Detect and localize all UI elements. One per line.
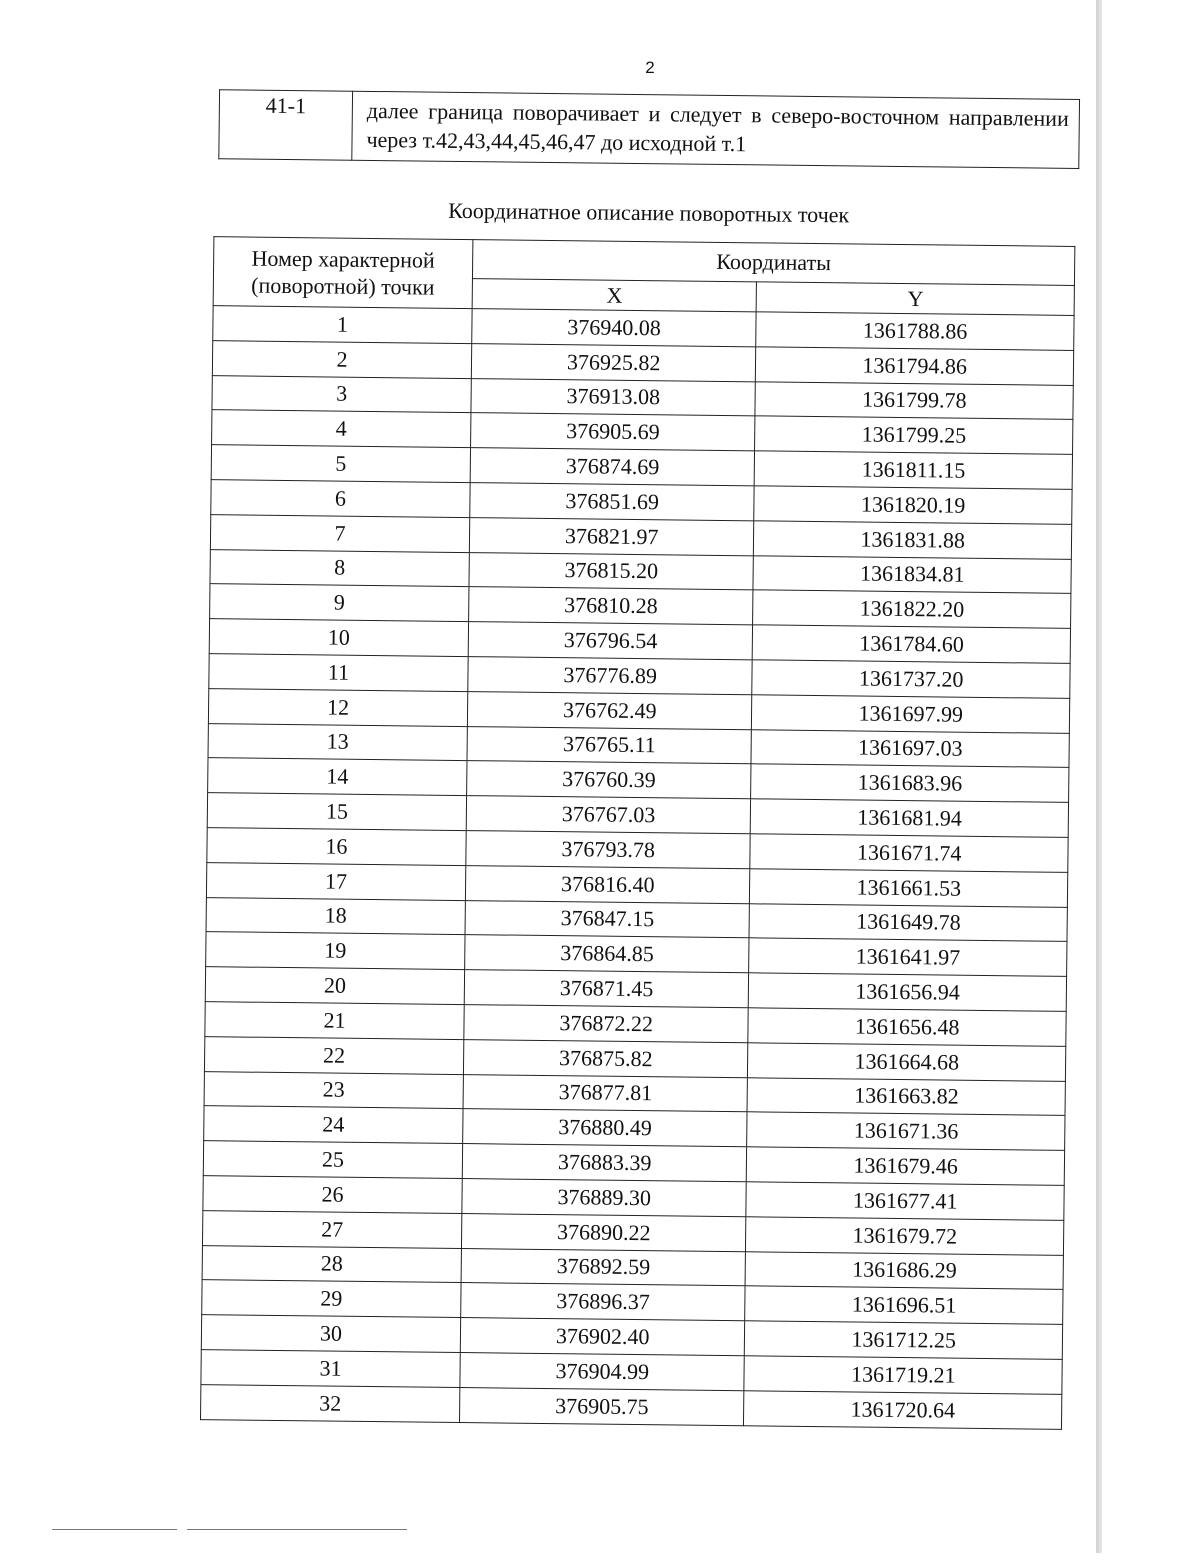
x-coordinate-cell: 376925.82 [471,343,756,381]
y-coordinate-cell: 1361696.51 [745,1286,1063,1324]
x-coordinate-cell: 376913.08 [471,378,756,416]
point-number-cell: 22 [204,1036,463,1074]
point-number-cell: 15 [207,793,466,831]
y-coordinate-cell: 1361720.64 [744,1390,1062,1428]
point-number-cell: 8 [210,549,469,587]
coordinates-body [201,306,1075,1429]
point-number-cell: 4 [212,410,471,448]
point-number-cell: 20 [205,967,464,1005]
y-coordinate-cell: 1361671.36 [747,1112,1065,1150]
x-coordinate-cell: 376776.89 [468,657,753,695]
x-coordinate-cell: 376889.30 [462,1178,747,1216]
header-row [213,237,1074,286]
point-number-cell: 21 [205,1002,464,1040]
point-number-cell: 32 [201,1384,460,1422]
y-coordinate-cell: 1361788.86 [756,312,1074,350]
y-coordinate-cell: 1361649.78 [749,903,1067,941]
y-coordinate-cell: 1361686.29 [745,1251,1063,1289]
y-coordinate-cell: 1361834.81 [753,555,1071,593]
section-title: Координатное описание поворотных точек [448,197,850,228]
y-coordinate-cell: 1361664.68 [748,1043,1066,1081]
y-coordinate-cell: 1361822.20 [753,590,1071,628]
point-number-cell: 26 [203,1176,462,1214]
boundary-description-table [218,89,1080,169]
y-coordinate-cell: 1361661.53 [750,869,1068,907]
point-number-cell: 11 [209,654,468,692]
x-coordinate-cell: 376765.11 [467,726,752,764]
coordinates-header: Координаты [472,240,1074,286]
y-coordinate-cell: 1361799.78 [755,381,1073,419]
point-number-cell: 5 [211,445,470,483]
y-coordinate-cell: 1361677.41 [746,1182,1064,1220]
point-number-cell: 24 [204,1106,463,1144]
point-number-cell: 10 [209,619,468,657]
x-coordinate-cell: 376847.15 [465,900,750,938]
x-coordinate-cell: 376880.49 [463,1109,748,1147]
point-number-cell: 16 [207,828,466,866]
x-coordinate-cell: 376821.97 [469,517,754,555]
point-number-cell: 13 [208,723,467,761]
point-number-cell: 19 [206,932,465,970]
y-coordinate-cell: 1361719.21 [744,1356,1062,1394]
x-coordinate-cell: 376902.40 [460,1318,745,1356]
y-coordinate-cell: 1361683.96 [751,764,1069,802]
x-coordinate-cell: 376905.69 [471,413,756,451]
point-number-cell: 25 [203,1141,462,1179]
point-number-cell: 27 [202,1210,461,1248]
x-coordinate-cell: 376883.39 [462,1144,747,1182]
x-coordinate-cell: 376896.37 [461,1283,746,1321]
x-header: X [472,279,757,312]
x-coordinate-cell: 376851.69 [470,483,755,521]
point-number-cell: 12 [208,688,467,726]
x-coordinate-cell: 376760.39 [467,761,752,799]
y-coordinate-cell: 1361656.94 [749,973,1067,1011]
x-coordinate-cell: 376762.49 [467,691,752,729]
point-number-cell: 18 [206,897,465,935]
x-coordinate-cell: 376905.75 [459,1387,744,1425]
y-coordinate-cell: 1361831.88 [754,521,1072,559]
y-coordinate-cell: 1361663.82 [747,1077,1065,1115]
coordinates-table [200,236,1075,1429]
x-coordinate-cell: 376892.59 [461,1248,746,1286]
y-coordinate-cell: 1361697.03 [751,729,1069,767]
y-coordinate-cell: 1361671.74 [750,834,1068,872]
point-number-cell: 3 [212,375,471,413]
point-number-cell: 2 [212,340,471,378]
y-coordinate-cell: 1361681.94 [751,799,1069,837]
x-coordinate-cell: 376816.40 [465,865,750,903]
point-number-cell: 9 [210,584,469,622]
x-coordinate-cell: 376877.81 [463,1074,748,1112]
x-coordinate-cell: 376815.20 [469,552,754,590]
point-number-cell: 1 [213,306,472,344]
description-cell: далее граница поворачивает и следует в северо-восточном направлении через т.42,43,44,45,46,47 до исходной т.1 [352,91,1080,168]
point-number-cell: 14 [208,758,467,796]
x-coordinate-cell: 376904.99 [460,1352,745,1390]
x-coordinate-cell: 376872.22 [464,1005,749,1043]
y-coordinate-cell: 1361799.25 [755,416,1073,454]
y-coordinate-cell: 1361737.20 [752,660,1070,698]
segment-cell: 41-1 [219,90,353,161]
x-coordinate-cell: 376940.08 [472,309,757,347]
y-coordinate-cell: 1361679.46 [747,1147,1065,1185]
y-coordinate-cell: 1361697.99 [752,695,1070,733]
y-coordinate-cell: 1361820.19 [754,486,1072,524]
y-coordinate-cell: 1361784.60 [753,625,1071,663]
point-number-cell: 30 [201,1315,460,1353]
point-number-cell: 31 [201,1350,460,1388]
y-coordinate-cell: 1361679.72 [746,1216,1064,1254]
x-coordinate-cell: 376874.69 [470,448,755,486]
x-coordinate-cell: 376810.28 [469,587,754,625]
x-coordinate-cell: 376796.54 [468,622,753,660]
point-number-cell: 6 [211,480,470,518]
x-coordinate-cell: 376864.85 [465,935,750,973]
point-number-cell: 28 [202,1245,461,1283]
y-coordinate-cell: 1361794.86 [756,347,1074,385]
x-coordinate-cell: 376793.78 [466,831,751,869]
point-number-header: Номер характерной (поворотной) точки [213,237,473,309]
point-number-cell: 17 [206,862,465,900]
table-row [219,90,1080,169]
x-coordinate-cell: 376767.03 [466,796,751,834]
y-coordinate-cell: 1361641.97 [749,938,1067,976]
point-number-cell: 7 [210,514,469,552]
x-coordinate-cell: 376871.45 [464,970,749,1008]
y-coordinate-cell: 1361656.48 [748,1008,1066,1046]
y-coordinate-cell: 1361811.15 [755,451,1073,489]
x-coordinate-cell: 376875.82 [463,1039,748,1077]
x-coordinate-cell: 376890.22 [461,1213,746,1251]
y-coordinate-cell: 1361712.25 [745,1321,1063,1359]
point-number-cell: 29 [202,1280,461,1318]
page-number: 2 [645,58,655,77]
point-number-cell: 23 [204,1071,463,1109]
y-header: Y [757,282,1075,316]
